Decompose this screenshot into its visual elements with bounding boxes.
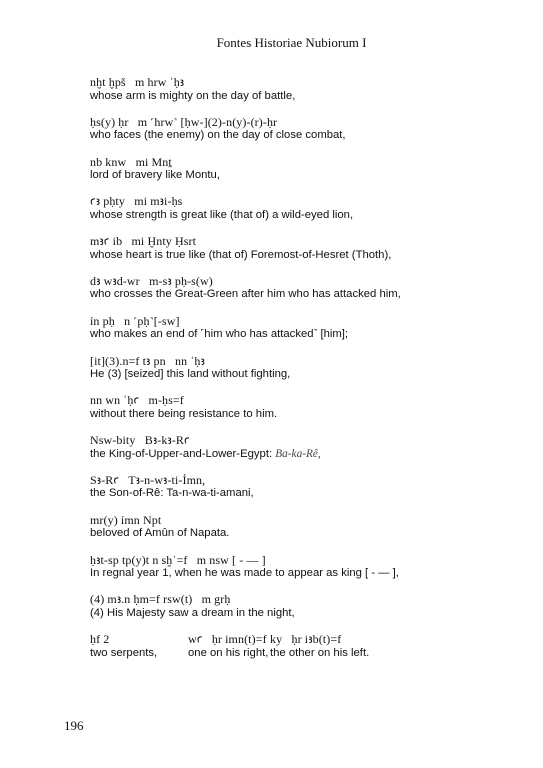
transliteration-line: ỉn pḥ n ˹pḥ˺[-sw] xyxy=(90,313,180,328)
transliteration-line: mꜣꜥ ib mi Ḫnty Ḥsrt xyxy=(90,234,197,249)
verse-entry xyxy=(90,275,510,302)
transliteration-cell: ḥf 2 xyxy=(90,632,110,647)
transliteration-line: mr(y) ỉmn Npt xyxy=(90,512,162,527)
translation-line: without there being resistance to him. xyxy=(90,407,278,420)
translation-line: whose heart is true like (that of) Foremost-of-Hesret (Thoth), xyxy=(90,248,392,261)
verse-entry xyxy=(90,235,510,262)
transliteration-line: ḥs(y) ḥr m ˹hrw˺ [ḥw-](2)-n(y)-(r)-ḥr xyxy=(90,114,278,129)
translation-line: who crosses the Great-Green after him who has attacked him, xyxy=(90,288,401,301)
page-number: 196 xyxy=(64,718,84,733)
transliteration-line: nḫt ḫpš m hrw ʿḥꜣ xyxy=(90,75,185,89)
transliteration-line: [it](3).n=f tꜣ pn nn ʿḥꜣ xyxy=(90,353,205,368)
royal-name: Ba-ka-Rê, xyxy=(275,447,321,460)
transliteration-line: nn wn ʿḥꜥ m-ḥs=f xyxy=(90,393,184,408)
translation-line: He (3) [seized] this land without fighting, xyxy=(90,368,291,381)
transliteration-row xyxy=(90,633,510,647)
verse-entry xyxy=(90,514,510,541)
text-body xyxy=(90,76,510,673)
transliteration-line: (4) mꜣ.n ḥm=f rsw(t) m grḥ xyxy=(90,592,231,607)
translation-line: In regnal year 1, when he was made to appear as king [ - — ], xyxy=(90,567,399,580)
translation-line: (4) His Majesty saw a dream in the night, xyxy=(90,606,295,619)
transliteration-line: Nsw-bity Bꜣ-kꜣ-Rꜥ xyxy=(90,433,190,448)
translation-line: who faces (the enemy) on the day of close combat, xyxy=(90,129,346,142)
transliteration-cell: wꜥ ḥr imn(t)=f xyxy=(188,632,267,647)
transliteration-line: nb knw mi Mnṯ xyxy=(90,154,172,169)
verse-entry xyxy=(90,554,510,581)
verse-entry xyxy=(90,315,510,342)
verse-entry xyxy=(90,195,510,222)
translation-cell: two serpents, xyxy=(90,646,158,659)
verse-entry xyxy=(90,593,510,620)
translation-line: who makes an end of ˹him who has attacked˺ [him]; xyxy=(90,328,349,341)
transliteration-line: ḥꜣt-sp tp(y)t n sḫʿ=f m nsw [ - — ] xyxy=(90,552,266,567)
translation-line: whose strength is great like (that of) a wild-eyed lion, xyxy=(90,208,354,221)
translation-line: beloved of Amûn of Napata. xyxy=(90,527,230,540)
verse-entry xyxy=(90,76,510,103)
translation-line xyxy=(90,448,510,462)
translation-cell: the other on his left. xyxy=(270,646,370,659)
verse-entry xyxy=(90,434,510,461)
transliteration-line: Sꜣ-Rꜥ Tꜣ-n-wꜣ-ti-Ỉmn, xyxy=(90,472,206,487)
verse-entry xyxy=(90,156,510,183)
verse-entry xyxy=(90,474,510,501)
translation-line: the Son-of-Rê: Ta-n-wa-ti-amani, xyxy=(90,487,254,500)
transliteration-line: ꜥꜣ pḥty mi mꜣi-ḥs xyxy=(90,194,183,209)
verse-entry-columns xyxy=(90,633,510,660)
verse-entry xyxy=(90,116,510,143)
translation-line: lord of bravery like Montu, xyxy=(90,169,220,182)
translation-prefix: the King-of-Upper-and-Lower-Egypt: xyxy=(90,447,276,460)
transliteration-cell: ky ḥr iꜣb(t)=f xyxy=(270,632,342,647)
translation-cell: one on his right, xyxy=(188,646,269,659)
translation-line: whose arm is mighty on the day of battle, xyxy=(90,89,296,102)
transliteration-line: dꜣ wꜣd-wr m-sꜣ pḥ-s(w) xyxy=(90,273,213,288)
verse-entry xyxy=(90,394,510,421)
translation-row xyxy=(90,647,510,661)
verse-entry xyxy=(90,355,510,382)
running-head: Fontes Historiae Nubiorum I xyxy=(216,35,367,50)
